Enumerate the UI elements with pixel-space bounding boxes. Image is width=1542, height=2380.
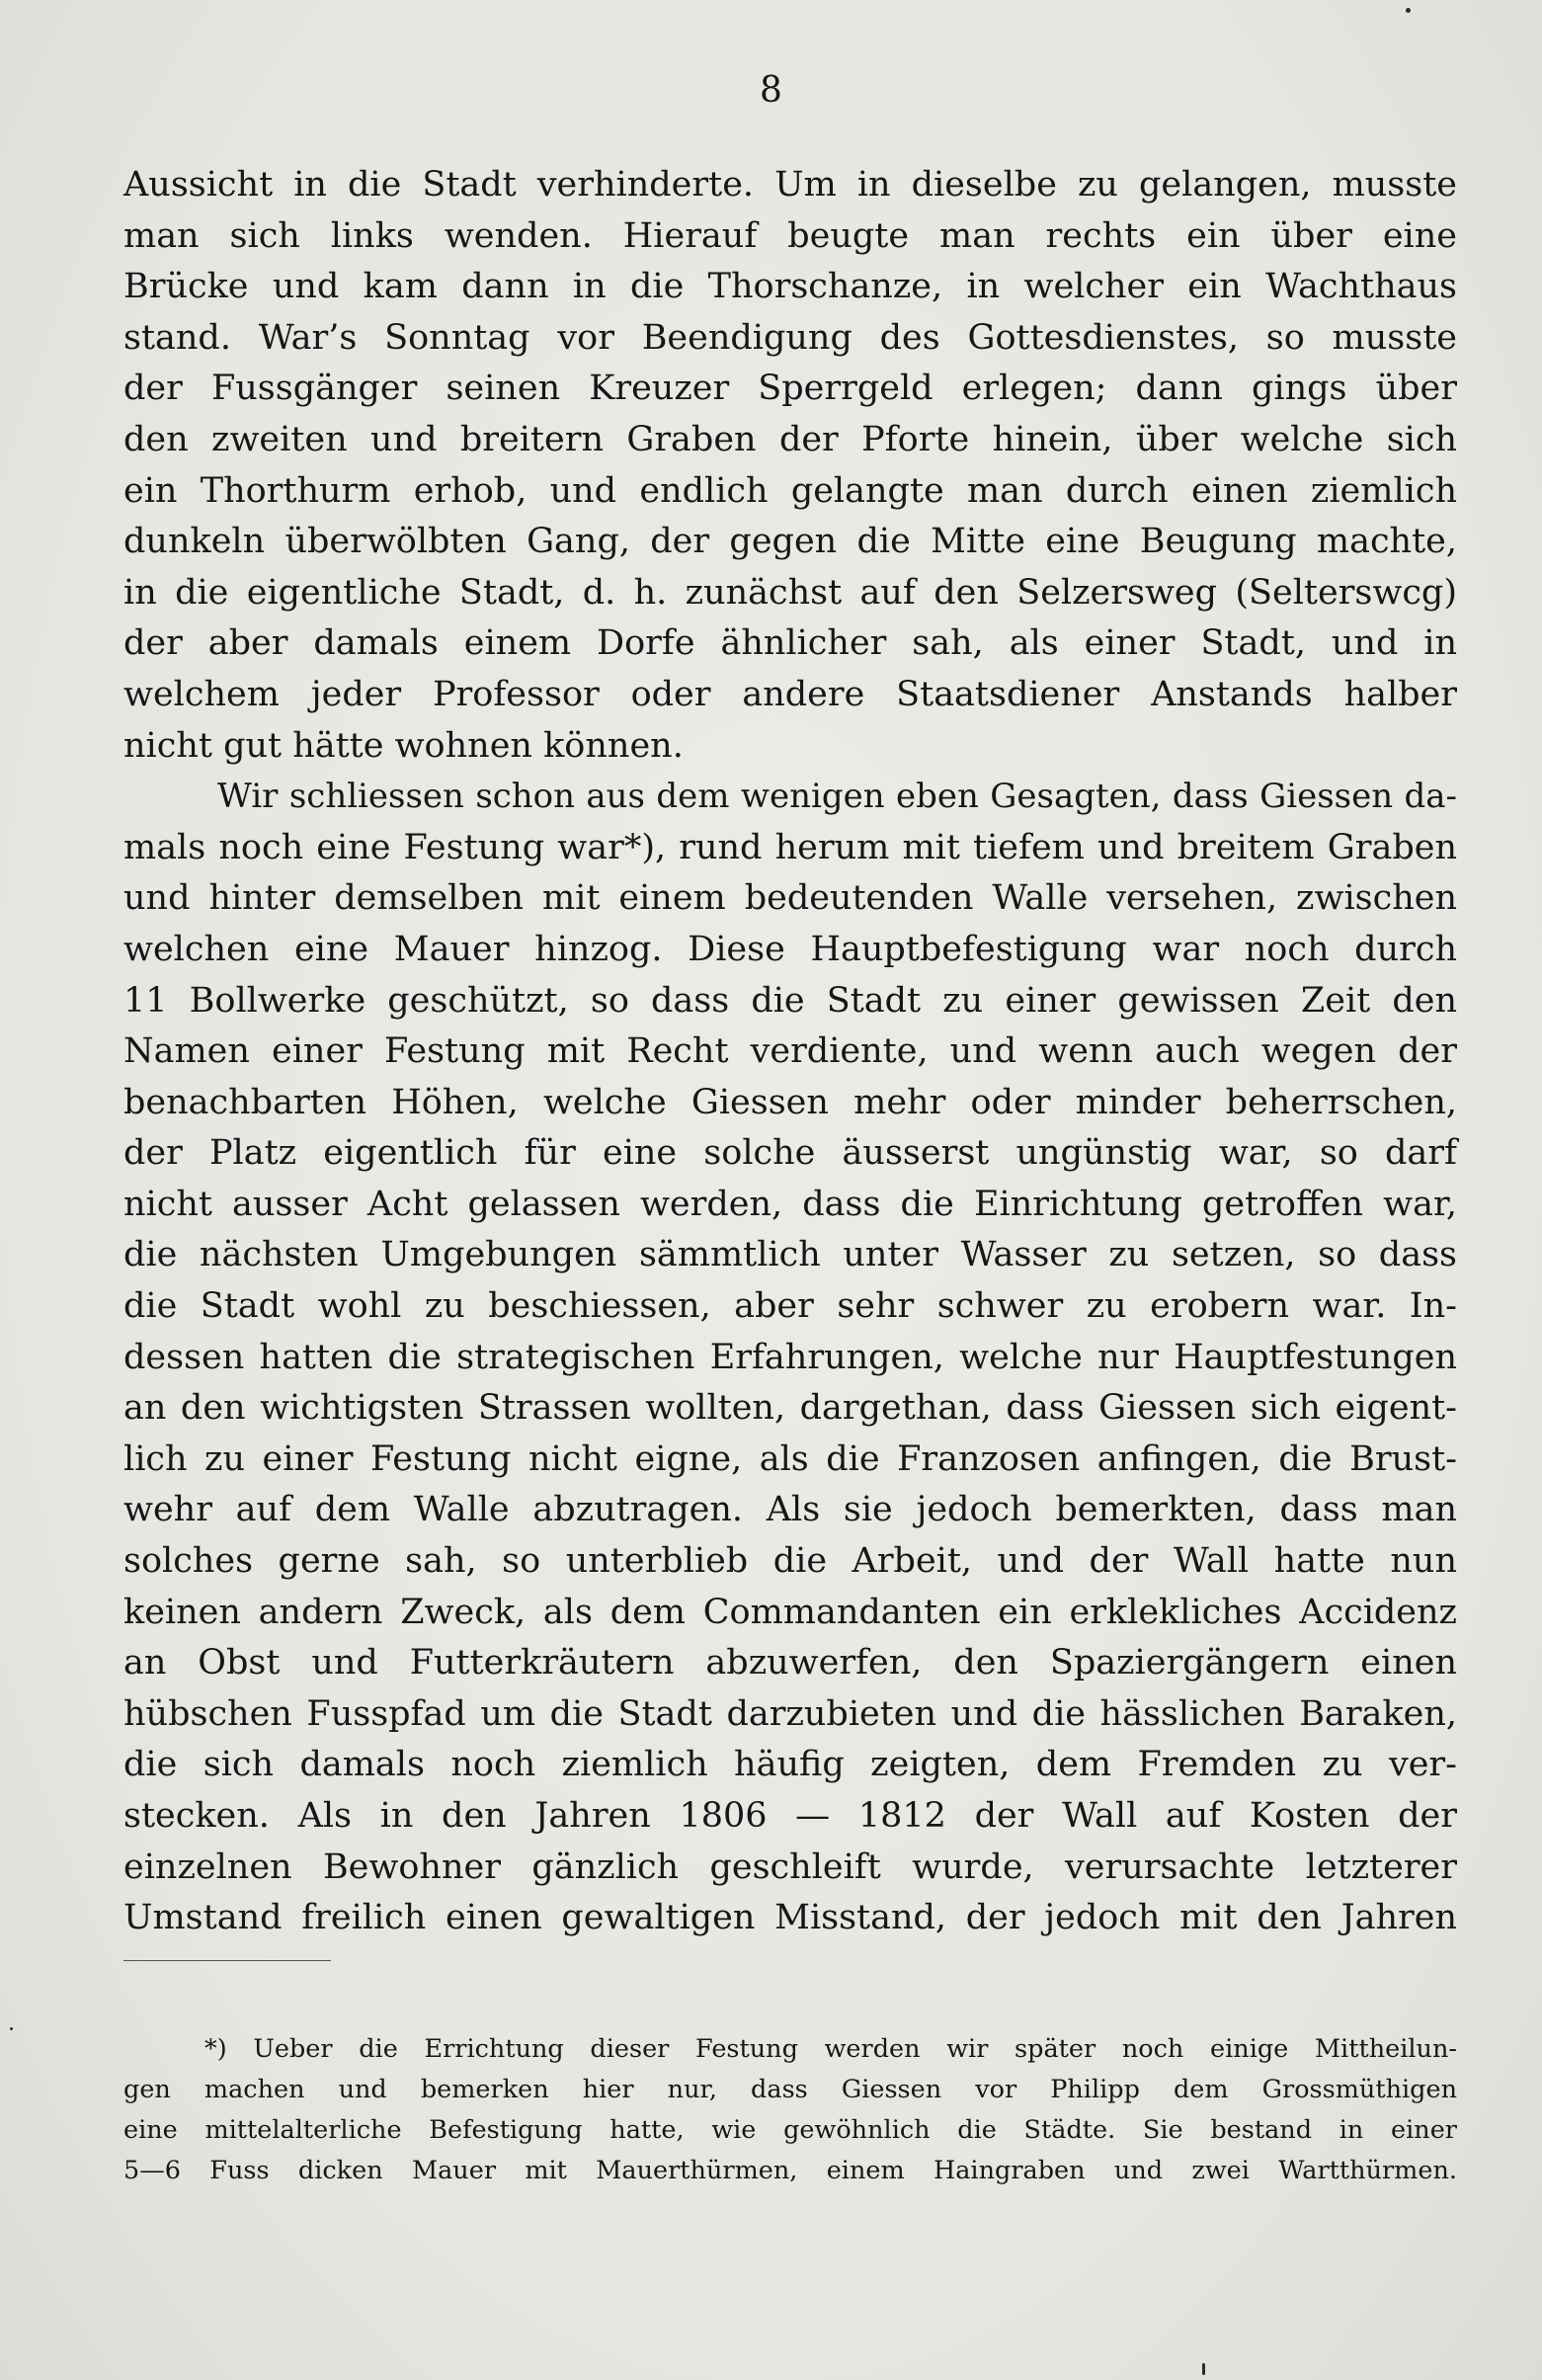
text-line: hübschen Fusspfad um die Stadt darzubieten und die hässlichen Baraken, [123, 1693, 1457, 1734]
text-line: Wir schliessen schon aus dem wenigen eben Gesagten, dass Giessen da- [217, 777, 1457, 817]
text-line: man sich links wenden. Hierauf beugte man rechts ein über eine [123, 215, 1457, 256]
text-line: welchen eine Mauer hinzog. Diese Hauptbefestigung war noch durch [123, 929, 1457, 969]
text-line: solches gerne sah, so unterblieb die Arbeit, und der Wall hatte nun [123, 1541, 1457, 1582]
main-text [123, 160, 1457, 1944]
footnote-line: gen machen und bemerken hier nur, dass Giessen vor Philipp dem Grossmüthigen [123, 2075, 1457, 2104]
text-line: an den wichtigsten Strassen wollten, dargethan, dass Giessen sich eigent- [123, 1388, 1457, 1429]
text-line: einzelnen Bewohner gänzlich geschleift wurde, verursachte letzterer [123, 1847, 1457, 1887]
text-line: benachbarten Höhen, welche Giessen mehr oder minder beherrschen, [123, 1082, 1457, 1122]
text-line: nicht ausser Acht gelassen werden, dass die Einrichtung getroffen war, [123, 1184, 1457, 1224]
text-line: dunkeln überwölbten Gang, der gegen die Mitte eine Beugung machte, [123, 522, 1457, 562]
text-line: welchem jeder Professor oder andere Staatsdiener Anstands halber [123, 674, 1457, 714]
footnote-separator [123, 1960, 331, 1961]
text-line: keinen andern Zweck, als dem Commandanten ein erklekliches Accidenz [123, 1592, 1457, 1632]
text-line: mals noch eine Festung war*), rund herum mit tiefem und breitem Graben [123, 827, 1457, 867]
text-line: Umstand freilich einen gewaltigen Misstand, der jedoch mit den Jahren [123, 1898, 1457, 1938]
text-line: der aber damals einem Dorfe ähnlicher sah, als einer Stadt, und in [123, 623, 1457, 664]
text-line: stecken. Als in den Jahren 1806 — 1812 der Wall auf Kosten der [123, 1796, 1457, 1836]
ink-speck [1202, 2363, 1205, 2375]
text-line: Aussicht in die Stadt verhinderte. Um in dieselbe zu gelangen, musste [123, 165, 1457, 205]
text-line: nicht gut hätte wohnen können. [123, 725, 684, 766]
text-line: wehr auf dem Walle abzutragen. Als sie jedoch bemerkten, dass man [123, 1490, 1457, 1530]
text-line: die nächsten Umgebungen sämmtlich unter Wasser zu setzen, so dass [123, 1235, 1457, 1275]
text-line: den zweiten und breitern Graben der Pforte hinein, über welche sich [123, 419, 1457, 459]
text-line: Namen einer Festung mit Recht verdiente, und wenn auch wegen der [123, 1031, 1457, 1072]
footnote-line: eine mittelalterliche Befestigung hatte, wie gewöhnlich die Städte. Sie bestand in einer [123, 2115, 1457, 2145]
ink-speck [10, 2027, 13, 2030]
text-line: der Platz eigentlich für eine solche äusserst ungünstig war, so darf [123, 1133, 1457, 1174]
text-line: der Fussgänger seinen Kreuzer Sperrgeld erlegen; dann gings über [123, 369, 1457, 409]
footnote-line: *) Ueber die Errichtung dieser Festung werden wir später noch einige Mittheilun- [204, 2034, 1457, 2064]
footnote-line: 5—6 Fuss dicken Mauer mit Mauerthürmen, einem Haingraben und zwei Wartthürmen. [123, 2156, 1457, 2185]
text-line: Brücke und kam dann in die Thorschanze, in welcher ein Wachthaus [123, 267, 1457, 307]
text-line: dessen hatten die strategischen Erfahrungen, welche nur Hauptfestungen [123, 1337, 1457, 1377]
text-line: und hinter demselben mit einem bedeutenden Walle versehen, zwischen [123, 878, 1457, 919]
text-line: stand. War’s Sonntag vor Beendigung des Gottesdienstes, so musste [123, 317, 1457, 358]
text-line: die sich damals noch ziemlich häufig zeigten, dem Fremden zu ver- [123, 1745, 1457, 1785]
text-line: 11 Bollwerke geschützt, so dass die Stadt zu einer gewissen Zeit den [123, 980, 1457, 1021]
text-line: an Obst und Futterkräutern abzuwerfen, den Spaziergängern einen [123, 1643, 1457, 1683]
text-line: die Stadt wohl zu beschiessen, aber sehr schwer zu erobern war. In- [123, 1286, 1457, 1327]
page-number: 8 [760, 70, 782, 111]
ink-speck [1406, 8, 1411, 13]
text-line: ein Thorthurm erhob, und endlich gelangte man durch einen ziemlich [123, 470, 1457, 511]
text-line: lich zu einer Festung nicht eigne, als die Franzosen anfingen, die Brust- [123, 1438, 1457, 1479]
footnote [123, 2029, 1457, 2191]
text-line: in die eigentliche Stadt, d. h. zunächst auf den Selzersweg (Selterswcg) [123, 572, 1457, 613]
